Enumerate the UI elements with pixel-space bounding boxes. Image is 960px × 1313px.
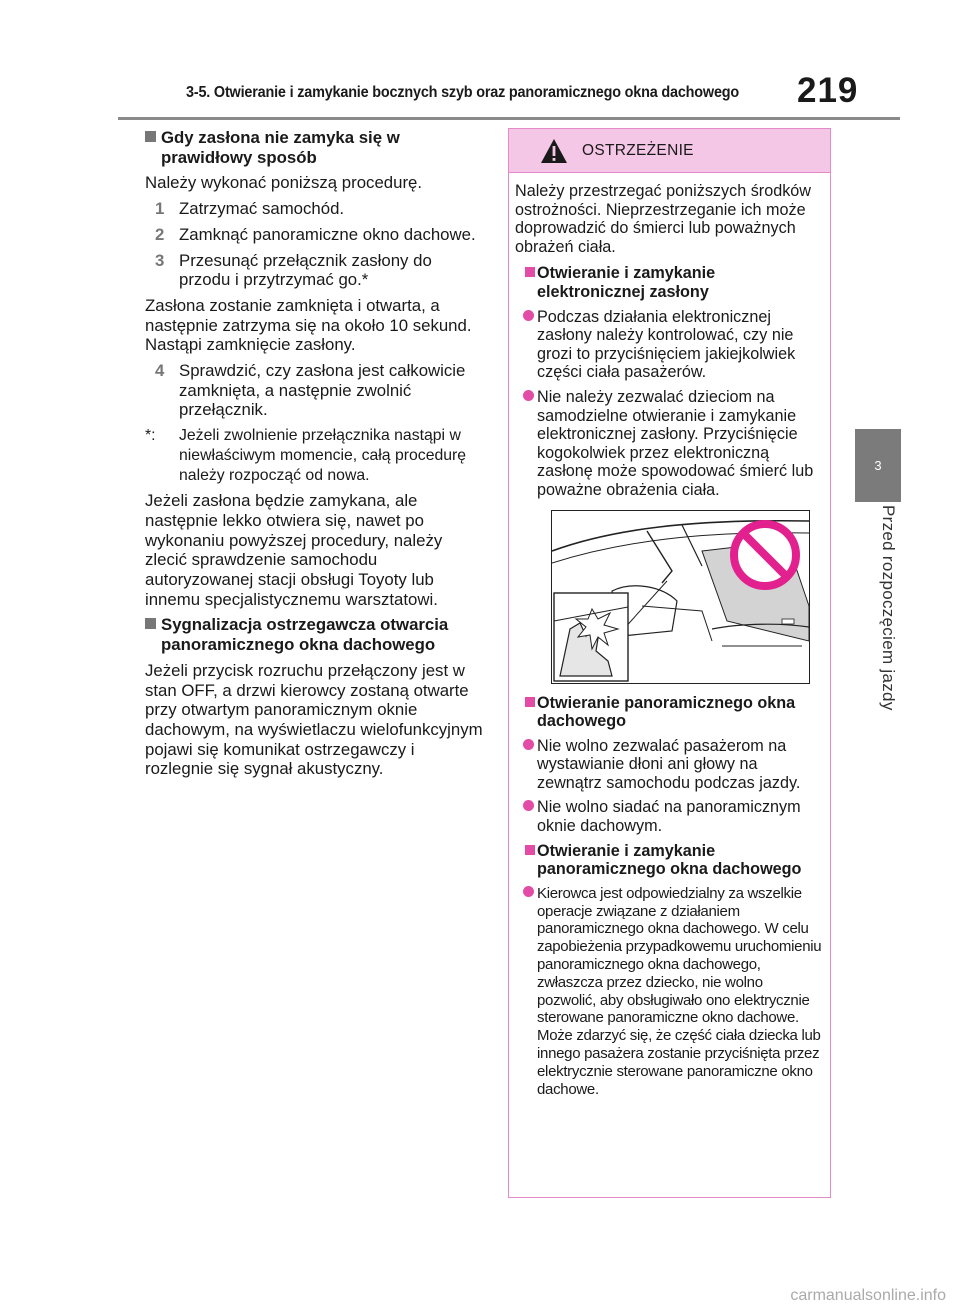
step-text: Przesunąć przełącznik zasłony do przodu i przytrzymać go.* — [179, 250, 432, 290]
square-bullet-icon — [515, 264, 537, 301]
warning-bullet-text: Podczas działania elektronicznej zasłony należy kontrolować, czy nie grozi to przyciśnięciem jakiejkolwiek części ciała pasażerów. — [537, 307, 796, 382]
running-header-title: 3-5. Otwieranie i zamykanie bocznych szyb oraz panoramicznego okna dachowego — [186, 84, 740, 101]
section-heading-text: Sygnalizacja ostrzegawcza otwarcia panoramicznego okna dachowego — [161, 615, 449, 655]
step-text: Zamknąć panoramiczne okno dachowe. — [179, 224, 476, 244]
page-number: 219 — [797, 71, 859, 110]
footnote-mark: *: — [145, 427, 156, 445]
warning-bullet-text: Nie należy zezwalać dzieciom na samodzielne otwieranie i zamykanie elektronicznej zasłony. Przyciśnięcie kogokolwiek przez elektroniczną zasłonę może spowodować śmierć lub poważne obrażenia ciała. — [537, 387, 814, 499]
section-heading — [145, 128, 485, 167]
round-bullet-icon — [515, 388, 537, 500]
warning-section-heading — [515, 694, 824, 731]
warning-intro: Należy przestrzegać poniższych środków ostrożności. Nieprzestrzeganie ich może doprowadzić do śmierci lub poważnych obrażeń ciała. — [515, 182, 811, 256]
prohibition-icon — [734, 524, 796, 586]
chapter-tab: 3 — [855, 429, 901, 502]
step-number: 1 — [155, 199, 165, 219]
warning-box — [508, 128, 831, 1198]
round-bullet-icon — [515, 885, 537, 1099]
warning-section-heading — [515, 842, 824, 879]
round-bullet-icon — [515, 308, 537, 382]
warning-bullet — [515, 388, 824, 500]
chapter-title-vertical: Przed rozpoczęciem jazdy — [879, 505, 898, 711]
warning-section-heading — [515, 264, 824, 301]
step-item — [145, 251, 485, 290]
round-bullet-icon — [515, 737, 537, 793]
warning-bullet-text: Kierowca jest odpowiedzialny za wszelkie operacje związane z działaniem panoramicznego okna dachowego. W celu zapobieżenia przypadkowemu uruchomieniu panoramicznego okna dachowego, zwłaszcza przez dziecko, nie wolno pozwolić, aby obsługiwało ono elektrycznie sterowane panoramiczne okno dachowe. Może zdarzyć się, że część ciała dziecka lub innego pasażera zostanie przyciśnięta przez elektrycznie sterowane panoramiczne okno dachowe. — [537, 884, 822, 1098]
watermark: carmanualsonline.info — [790, 1287, 946, 1304]
sunroof-drawing — [552, 511, 809, 683]
step-item — [145, 199, 485, 219]
footnote-text: Jeżeli zwolnienie przełącznika nastąpi w niewłaściwym momencie, całą procedurę należy rozpocząć od nowa. — [179, 427, 467, 484]
section-heading — [145, 615, 485, 654]
step-item — [145, 361, 485, 420]
warning-bullet — [515, 885, 824, 1099]
warning-bullet — [515, 308, 824, 382]
intro-text: Należy wykonać poniższą procedurę. — [145, 173, 423, 193]
body-paragraph: Jeżeli przycisk rozruchu przełączony jest w stan OFF, a drzwi kierowcy zostaną otwarte przy otwartym panoramicznym oknie dachowym, na wyświetlaczu wielofunkcyjnym pojawi się komunikat ostrzegawczy i rozlegnie się sygnał akustyczny. — [145, 660, 483, 779]
round-bullet-icon — [515, 798, 537, 835]
warning-bullet — [515, 737, 824, 793]
warning-bullet-text: Nie wolno siadać na panoramicznym oknie dachowym. — [537, 798, 801, 836]
square-bullet-icon — [145, 128, 158, 167]
square-bullet-icon — [515, 842, 537, 879]
warning-bullet — [515, 798, 824, 835]
warning-triangle-icon — [540, 138, 568, 164]
body-paragraph: Zasłona zostanie zamknięta i otwarta, a następnie zatrzyma się na około 10 sekund. Nastąpi zamknięcie zasłony. — [145, 295, 472, 355]
step-number: 3 — [155, 250, 165, 270]
body-paragraph: Jeżeli zasłona będzie zamykana, ale następnie lekko otwiera się, nawet po wykonaniu powyższej procedury, należy zlecić sprawdzenie samochodu autoryzowanej stacji obsługi Toyoty lub innemu specjalistycznemu warsztatowi. — [145, 491, 443, 609]
square-bullet-icon — [145, 615, 158, 654]
warning-section-heading-text: Otwieranie i zamykanie panoramicznego okna dachowego — [537, 841, 802, 879]
warning-header — [509, 129, 830, 173]
warning-section-heading-text: Otwieranie panoramicznego okna dachowego — [537, 693, 796, 731]
header-rule — [118, 117, 900, 120]
section-heading-text: Gdy zasłona nie zamyka się w prawidłowy sposób — [161, 128, 400, 167]
footnote — [145, 426, 485, 485]
sunroof-illustration — [551, 510, 810, 684]
warning-label: OSTRZEŻENIE — [582, 141, 694, 159]
warning-section-heading-text: Otwieranie i zamykanie elektronicznej zasłony — [537, 264, 716, 301]
step-text: Zatrzymać samochód. — [179, 199, 345, 219]
warning-bullet-text: Nie wolno zezwalać pasażerom na wystawianie dłoni ani głowy na zewnątrz samochodu podczas jazdy. — [537, 736, 801, 792]
step-number: 2 — [155, 224, 165, 244]
step-number: 4 — [155, 361, 165, 381]
warning-body — [509, 173, 830, 1098]
step-item — [145, 225, 485, 245]
step-text: Sprawdzić, czy zasłona jest całkowicie zamknięta, a następnie zwolnić przełącznik. — [179, 361, 466, 420]
left-column — [145, 128, 485, 785]
square-bullet-icon — [515, 694, 537, 731]
